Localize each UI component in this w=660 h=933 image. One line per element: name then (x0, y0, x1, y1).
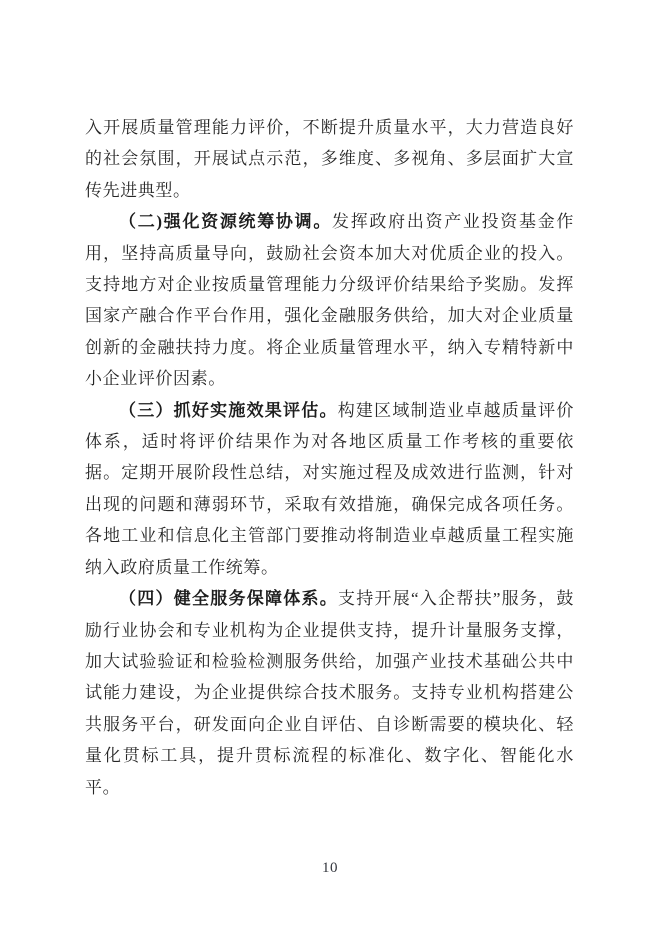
document-text-block (85, 112, 574, 803)
paragraph-text: 发挥政府出资产业投资基金作用，坚持高质量导向，鼓励社会资本加大对优质企业的投入。支持地方对企业按质量管理能力分级评价结果给予奖励。发挥国家产融合作平台作用，强化金融服务供给，加大对企业质量创新的金融扶持力度。将企业质量管理水平，纳入专精特新中小企业评价因素。 (85, 212, 574, 389)
paragraph-text: 入开展质量管理能力评价，不断提升质量水平，大力营造良好的社会氛围，开展试点示范，多维度、多视角、多层面扩大宣传先进典型。 (85, 118, 574, 200)
paragraph-section-4 (85, 583, 574, 803)
paragraph-section-2 (85, 206, 574, 394)
paragraph-lead: （四）健全服务保障体系。 (119, 589, 339, 609)
paragraph-section-3 (85, 395, 574, 583)
paragraph-text: 构建区域制造业卓越质量评价体系，适时将评价结果作为对各地区质量工作考核的重要依据。定期开展阶段性总结，对实施过程及成效进行监测，针对出现的问题和薄弱环节，采取有效措施，确保完成各项任务。各地工业和信息化主管部门要推动将制造业卓越质量工程实施纳入政府质量工作统筹。 (85, 400, 574, 577)
paragraph-text: 支持开展“入企帮扶”服务，鼓励行业协会和专业机构为企业提供支持，提升计量服务支撑，加大试验验证和检验检测服务供给，加强产业技术基础公共中试能力建设，为企业提供综合技术服务。支持专业机构搭建公共服务平台，研发面向企业自评估、自诊断需要的模块化、轻量化贯标工具，提升贯标流程的标准化、数字化、智能化水平。 (85, 589, 574, 797)
page-number: 10 (322, 860, 338, 876)
paragraph-continuation (85, 112, 574, 206)
paragraph-lead: （三）抓好实施效果评估。 (119, 400, 338, 420)
paragraph-lead: （二)强化资源统筹协调。 (119, 212, 333, 232)
